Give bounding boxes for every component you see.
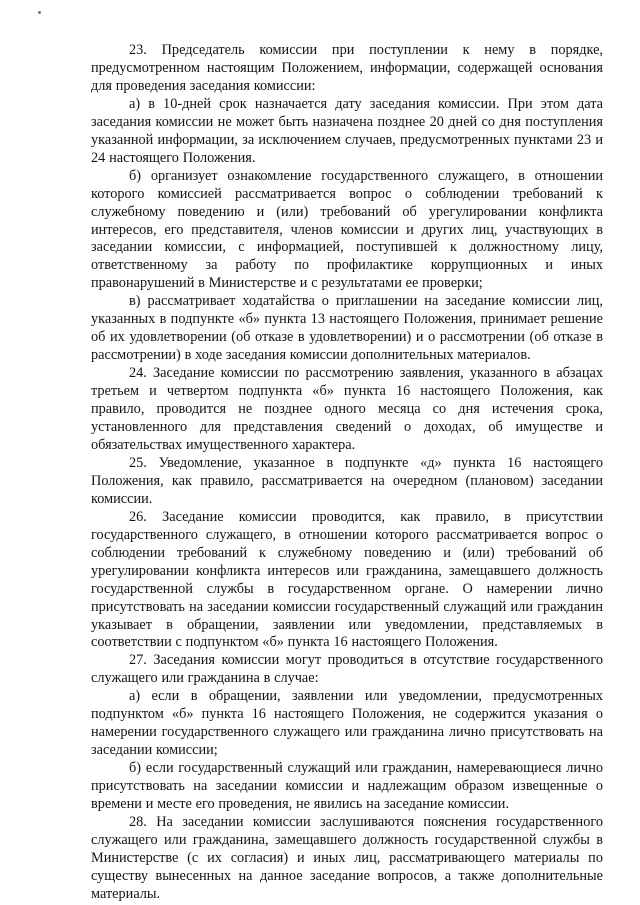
paragraph-27-b: б) если государственный служащий или гражданин, намеревающиеся лично присутствовать на заседании комиссии и надлежащим образом извещенные о времени и месте его проведения, не явились на заседание комиссии. [91,760,603,813]
paragraph-23-b: б) организует ознакомление государственного служащего, в отношении которого комиссией рассматривается вопрос о соблюдении требований к служебному поведению и (или) требований об урегулировании конфликта интересов, его представителя, членов комиссии и других лиц, участвующих в заседании комиссии, с информацией, поступившей к должностному лицу, ответственному за работу по профилактике коррупционных и иных правонарушений в Министерстве и с результатами ее проверки; [91,167,603,292]
paragraph-26: 26. Заседание комиссии проводится, как правило, в присутствии государственного служащего, в отношении которого рассматривается вопрос о соблюдении требований к служебному поведению и (или) требований об урегулировании конфликта интересов или гражданина, замещавшего должность государственной службы в государственном органе. О намерении лично присутствовать на заседании комиссии государственный служащий или гражданин указывает в обращении, заявлении или уведомлении, представляемых в соответствии с подпунктом «б» пункта 16 настоящего Положения. [91,508,603,651]
paragraph-25: 25. Уведомление, указанное в подпункте «д» пункта 16 настоящего Положения, как правило, рассматривается на очередном (плановом) заседании комиссии. [91,454,603,507]
paragraph-28: 28. На заседании комиссии заслушиваются пояснения государственного служащего или гражданина, замещавшего должность государственной службы в Министерстве (с их согласия) и иных лиц, рассматривающего материалы по существу вынесенных на данное заседание вопросов, а также дополнительные материалы. [91,813,603,902]
paragraph-24: 24. Заседание комиссии по рассмотрению заявления, указанного в абзацах третьем и четвертом подпункта «б» пункта 16 настоящего Положения, как правило, проводится не позднее одного месяца со дня истечения срока, установленного для представления сведений о доходах, об имуществе и обязательствах имущественного характера. [91,365,603,453]
paragraph-27-intro: 27. Заседания комиссии могут проводиться в отсутствие государственного служащего или гражданина в случае: [91,652,603,687]
scan-speck [38,11,41,14]
paragraph-23-intro: 23. Председатель комиссии при поступлении к нему в порядке, предусмотренном настоящим Положением, информации, содержащей основания для проведения заседания комиссии: [91,42,603,94]
paragraph-27-a: а) если в обращении, заявлении или уведомлении, предусмотренных подпунктом «б» пункта 16 настоящего Положения, не содержится указания о намерении государственного служащего или гражданина лично присутствовать на заседании комиссии; [91,688,603,759]
document-body [91,42,603,904]
paragraph-23-c: в) рассматривает ходатайства о приглашении на заседание комиссии лиц, указанных в подпункте «б» пункта 13 настоящего Положения, принимает решение об их удовлетворении (об отказе в удовлетворении) и о рассмотрении (об отказе в рассмотрении) в ходе заседания комиссии дополнительных материалов. [91,293,603,364]
paragraph-23-a: а) в 10-дней срок назначается дату заседания комиссии. При этом дата заседания комиссии не может быть назначена позднее 20 дней со дня поступления указанной информации, за исключением случаев, предусмотренных пунктами 23 и 24 настоящего Положения. [91,95,603,166]
